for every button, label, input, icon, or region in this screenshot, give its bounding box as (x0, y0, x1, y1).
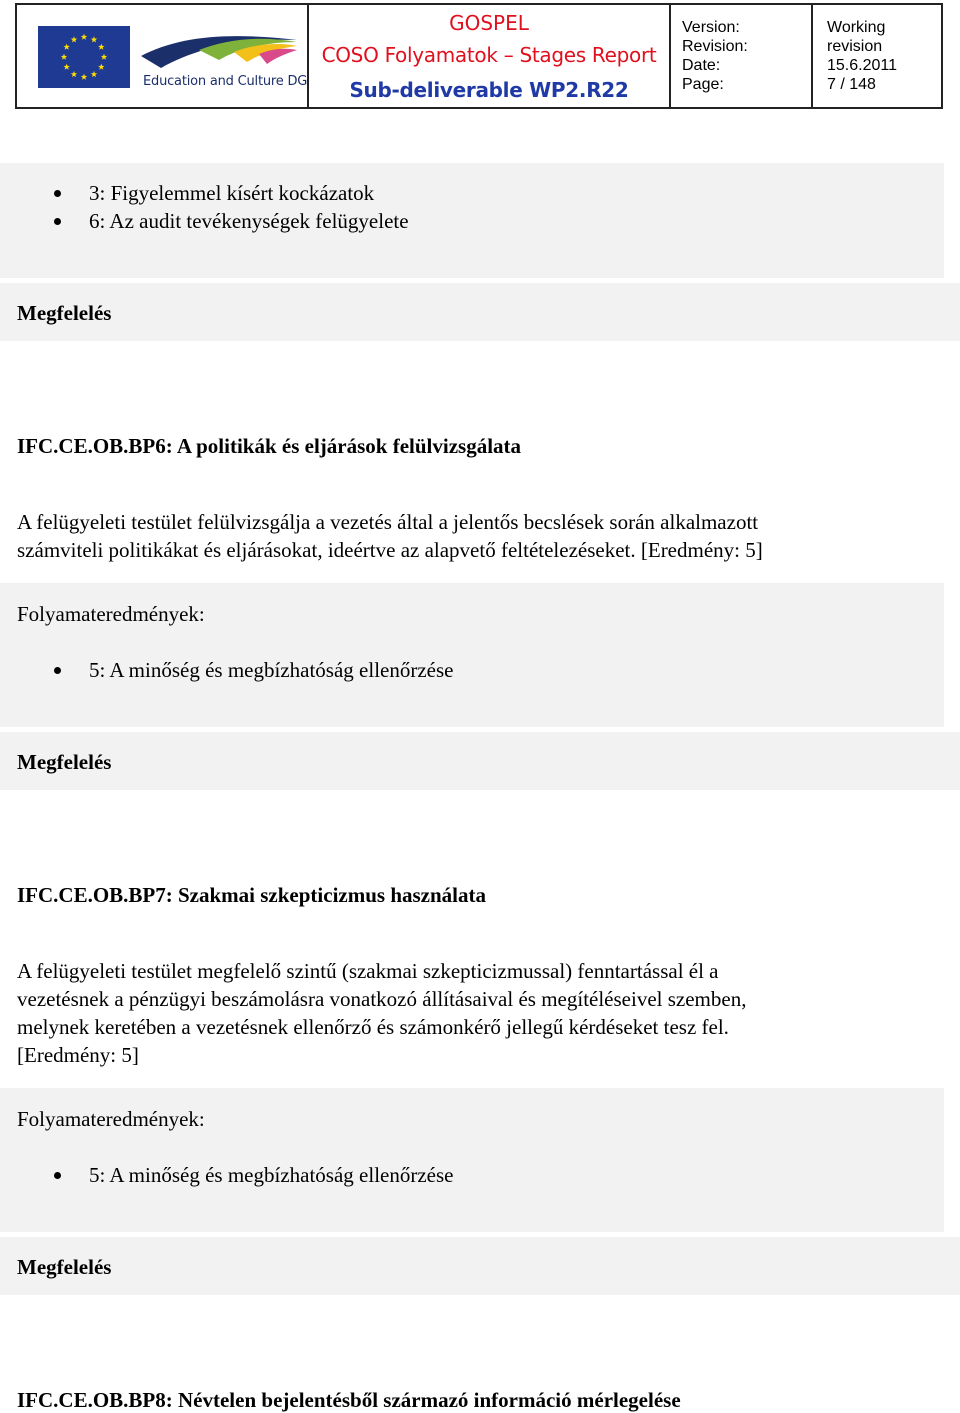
version-value: Working (827, 19, 886, 36)
list-item (0, 207, 940, 235)
project-title: GOSPEL (449, 11, 529, 35)
bp6-outcomes-list (0, 656, 940, 684)
bp7-heading: IFC.CE.OB.BP7: Szakmai szkepticizmus használata (17, 883, 487, 907)
meta-labels (671, 5, 813, 107)
list-item (0, 1161, 940, 1189)
bp7-text-line-2: vezetésnek a pénzügyi beszámolásra vonatkozó állításaival és megítéléseivel szemben, (17, 987, 747, 1011)
list-item-text: 5: A minőség és megbízhatóság ellenőrzése (89, 1163, 454, 1187)
star-icon (91, 71, 97, 77)
eu-stars-icon (38, 26, 130, 88)
title-cell (309, 5, 671, 107)
revision-label: Revision: (682, 38, 748, 55)
bp6-compliance-box (0, 732, 960, 790)
logo-cell (17, 5, 309, 107)
list-item-text: 3: Figyelemmel kísért kockázatok (89, 181, 375, 205)
compliance-box-1 (0, 283, 960, 341)
page-number: 7 / 148 (827, 76, 876, 93)
bp6-outcomes-label: Folyamateredmények: (17, 602, 205, 626)
org-name: Education and Culture DG (143, 74, 308, 89)
outcomes-list-top (0, 179, 940, 235)
bp7-text-line-3: melynek keretében a vezetésnek ellenőrző és számonkérő jellegű kérdéseket tesz fel. (17, 1015, 729, 1039)
date-label: Date: (682, 57, 721, 74)
version-label: Version: (682, 19, 740, 36)
star-icon (91, 36, 97, 42)
list-item (0, 179, 940, 207)
star-icon (71, 71, 77, 77)
star-icon (71, 36, 77, 42)
bp7-outcomes-label: Folyamateredmények: (17, 1107, 205, 1131)
star-icon (81, 74, 87, 80)
star-icon (61, 54, 67, 60)
bullet-icon (54, 1172, 61, 1179)
star-icon (81, 34, 87, 40)
compliance-label-1: Megfelelés (17, 301, 112, 325)
dg-swoosh-logo (139, 28, 299, 76)
bp7-compliance-label: Megfelelés (17, 1255, 112, 1279)
bullet-icon (54, 218, 61, 225)
bp6-compliance-label: Megfelelés (17, 750, 112, 774)
bp7-text-line-4: [Eredmény: 5] (17, 1043, 139, 1067)
eu-flag-logo (38, 26, 130, 88)
page-label: Page: (682, 76, 724, 93)
bp7-compliance-box (0, 1237, 960, 1295)
bullet-icon (54, 667, 61, 674)
bp7-outcomes-list (0, 1161, 940, 1189)
list-item-text: 5: A minőség és megbízhatóság ellenőrzése (89, 658, 454, 682)
star-icon (63, 44, 69, 50)
bullet-icon (54, 190, 61, 197)
bp6-text-line-2: számviteli politikákat és eljárásokat, ideértve az alapvető feltételezéseket. [Eredmény: 5] (17, 538, 763, 562)
list-item (0, 656, 940, 684)
bp6-text-line-1: A felügyeleti testület felülvizsgálja a vezetés által a jelentős becslések során alkalmazott (17, 510, 759, 534)
revision-value: revision (827, 38, 883, 55)
report-title: COSO Folyamatok – Stages Report (321, 43, 657, 67)
star-icon (98, 44, 104, 50)
list-item-text: 6: Az audit tevékenységek felügyelete (89, 209, 409, 233)
meta-values (813, 5, 941, 107)
document-header (15, 3, 943, 109)
star-icon (101, 54, 107, 60)
bp8-heading: IFC.CE.OB.BP8: Névtelen bejelentésből származó információ mérlegelése (17, 1388, 681, 1412)
date-value: 15.6.2011 (827, 57, 897, 74)
bp7-text-line-1: A felügyeleti testület megfelelő szintű (szakmai szkepticizmussal) fenntartással él a (17, 959, 719, 983)
deliverable-title: Sub-deliverable WP2.R22 (349, 78, 629, 102)
bp6-heading: IFC.CE.OB.BP6: A politikák és eljárások felülvizsgálata (17, 434, 522, 458)
star-icon (63, 64, 69, 70)
star-icon (98, 64, 104, 70)
